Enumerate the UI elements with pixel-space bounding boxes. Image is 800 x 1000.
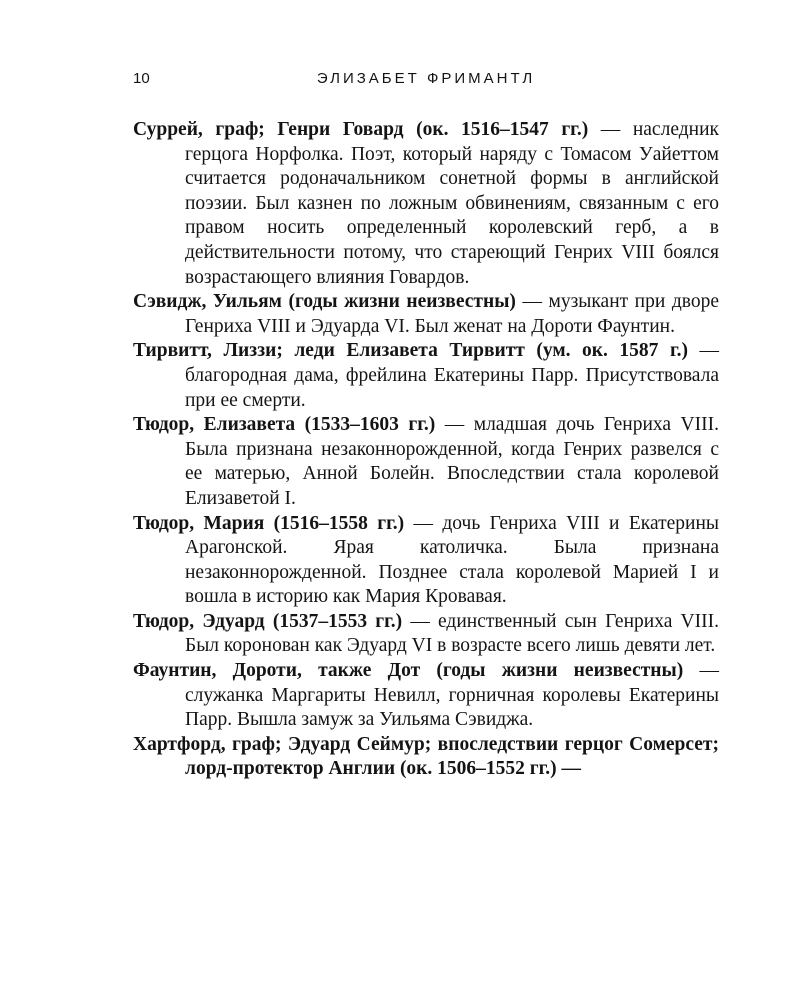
entry-term: Суррей, граф; Генри Говард (ок. 1516–1547 гг.) [133,119,589,140]
page-number: 10 [133,70,150,87]
entry-term: Тирвитт, Лиззи; леди Елизавета Тирвитт (ум. ок. 1587 г.) [133,340,688,362]
entry-text: — дочь Генриха VIII и Екатерины Арагонской. Ярая католичка. Была признана незаконнорожденной. Позднее стала королевой Марией I и вошла в историю как Мария Кровавая. [185,512,719,608]
entry-text: — единственный сын Генриха VIII. Был коронован как Эдуард VI в возрасте всего лишь девяти лет. [185,610,719,657]
entry-text: — музыкант при дворе Генриха VIII и Эдуарда VI. Был женат на Дороти Фаунтин. [185,291,719,337]
entry-term: Тюдор, Елизавета (1533–1603 гг.) [133,414,436,436]
entry-text: — благородная дама, фрейлина Екатерины Парр. Присутствовала при ее смерти. [185,340,719,411]
glossary-entry [133,512,719,610]
glossary-entry [133,339,719,413]
entry-term: Сэвидж, Уильям (годы жизни неизвестны) [133,291,516,313]
glossary-entry [133,610,719,659]
glossary-entry [133,413,719,511]
glossary-entry [133,290,719,339]
running-head [133,70,719,90]
entry-text: — младшая дочь Генриха VIII. Была признана незаконнорожденной, когда Генрих развелся с ее матерью, Анной Болейн. Впоследствии стала королевой Елизаветой I. [185,414,719,509]
entry-term: Хартфорд, граф; Эдуард Сеймур; впоследствии герцог Сомерсет; лорд-протектор Англии (ок. 1506–1552 гг.) — [133,733,719,780]
glossary-entry [133,118,719,290]
book-title: ЭЛИЗАБЕТ ФРИМАНТЛ [316,70,536,87]
entry-term: Тюдор, Мария (1516–1558 гг.) [133,512,405,534]
entry-text: — служанка Маргариты Невилл, горничная королевы Екатерины Парр. Вышла замуж за Уильяма Сэвиджа. [185,660,720,731]
glossary-entry [133,733,719,782]
entry-term: Тюдор, Эдуард (1537–1553 гг.) [133,610,403,632]
glossary-list [133,118,719,782]
entry-term: Фаунтин, Дороти, также Дот (годы жизни неизвестны) [133,660,684,682]
entry-text: — наследник герцога Норфолка. Поэт, который наряду с Томасом Уайеттом считается родоначальником сонетной формы в английской поэзии. Был казнен по ложным обвинениям, связанным с его правом носить определенный королевский герб, а в действительности потому, что стареющий Генрих VIII боялся возрастающего влияния Говардов. [185,119,719,288]
glossary-entry [133,659,719,733]
